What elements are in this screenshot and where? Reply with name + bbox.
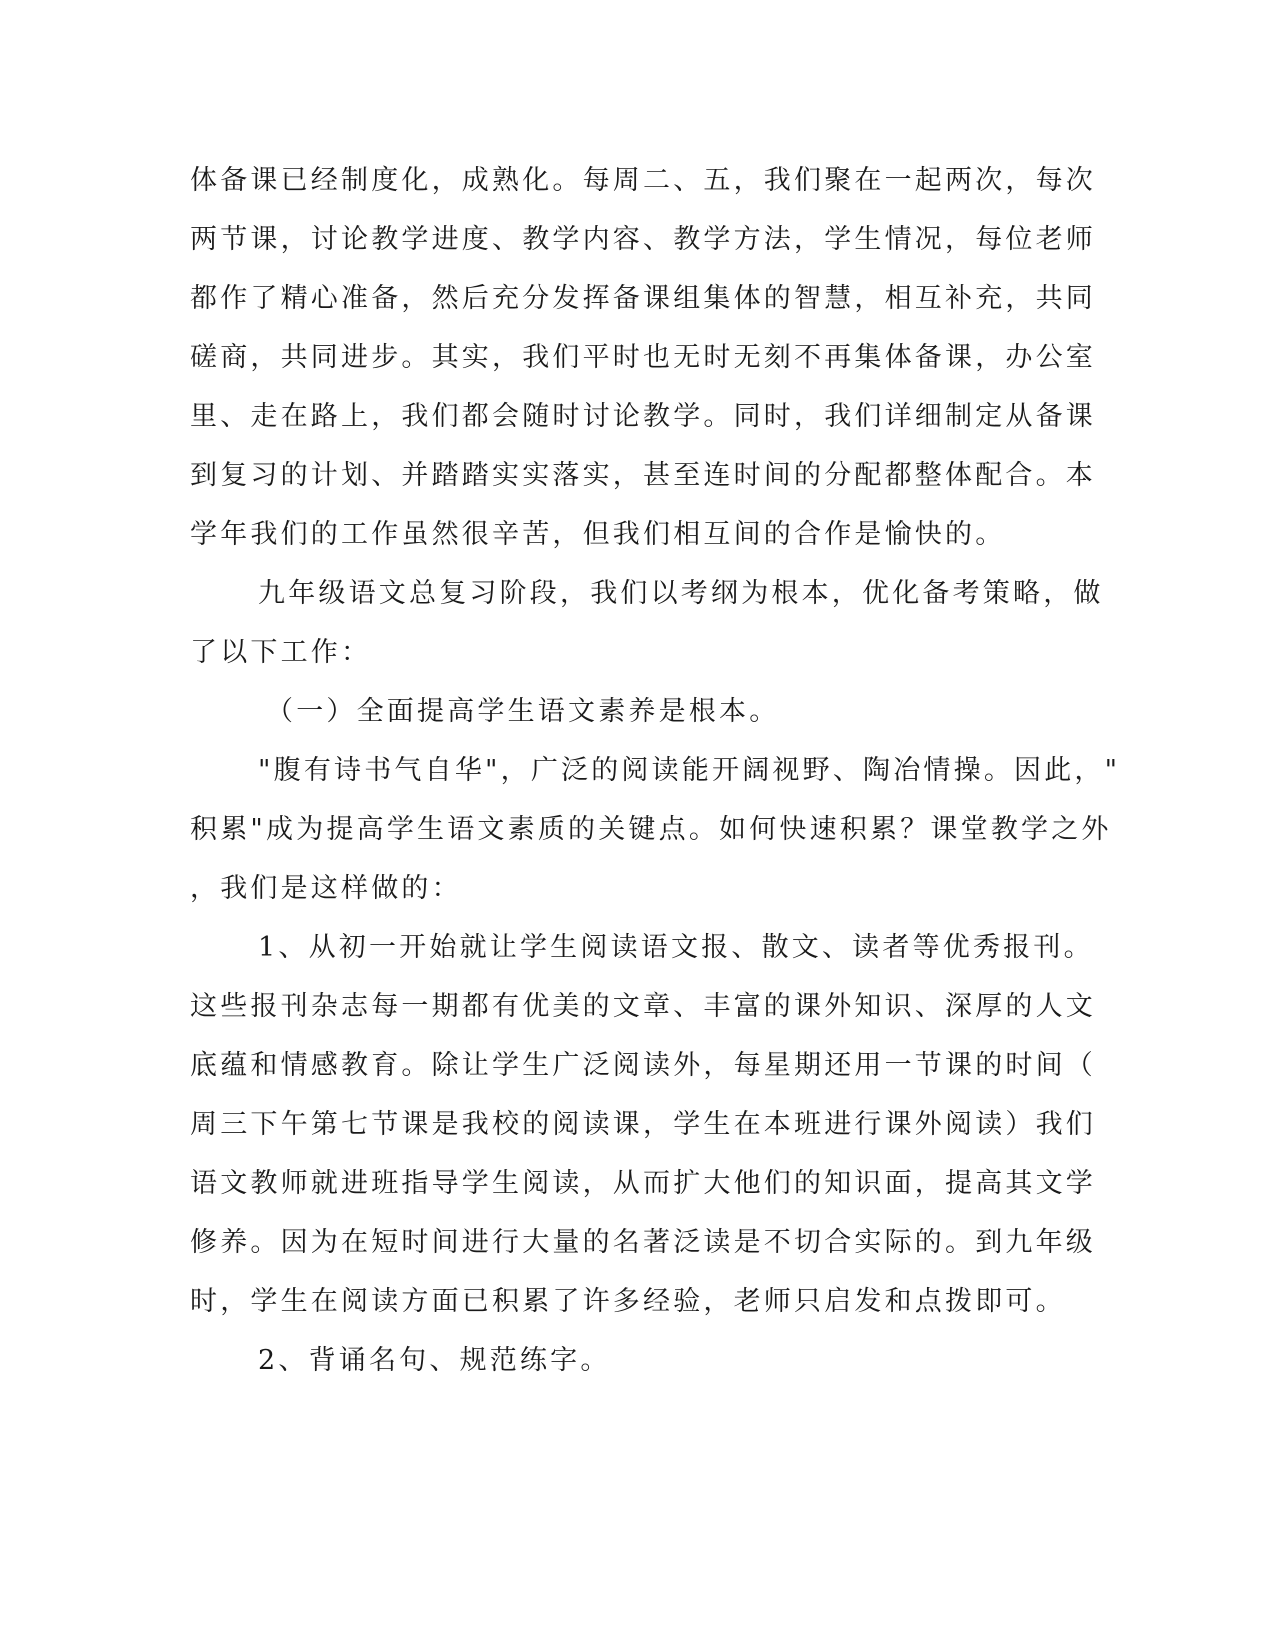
text-line: 九年级语文总复习阶段，我们以考纲为根本，优化备考策略，做 <box>258 578 1104 609</box>
text-line: 积累"成为提高学生语文素质的关键点。如何快速积累？课堂教学之外 <box>190 814 1112 845</box>
text-line: 里、走在路上，我们都会随时讨论教学。同时，我们详细制定从备课 <box>190 401 1096 432</box>
text-line: 语文教师就进班指导学生阅读，从而扩大他们的知识面，提高其文学 <box>190 1168 1096 1199</box>
text-line: 都作了精心准备，然后充分发挥备课组集体的智慧，相互补充，共同 <box>190 283 1096 314</box>
text-line: 了以下工作： <box>190 637 372 668</box>
text-line: 磋商，共同进步。其实，我们平时也无时无刻不再集体备课，办公室 <box>190 342 1096 373</box>
text-line: 底蕴和情感教育。除让学生广泛阅读外，每星期还用一节课的时间（ <box>190 1050 1096 1081</box>
text-line: 1、从初一开始就让学生阅读语文报、散文、读者等优秀报刊。 <box>258 932 1094 963</box>
text-line: 2、背诵名句、规范练字。 <box>258 1345 611 1376</box>
text-line: ，我们是这样做的： <box>190 873 462 904</box>
text-line: 周三下午第七节课是我校的阅读课，学生在本班进行课外阅读）我们 <box>190 1109 1096 1140</box>
text-line: 两节课，讨论教学进度、教学内容、教学方法，学生情况，每位老师 <box>190 224 1096 255</box>
text-line: 时，学生在阅读方面已积累了许多经验，老师只启发和点拨即可。 <box>190 1286 1066 1317</box>
text-line: 到复习的计划、并踏踏实实落实，甚至连时间的分配都整体配合。本 <box>190 460 1096 491</box>
text-line: 学年我们的工作虽然很辛苦，但我们相互间的合作是愉快的。 <box>190 519 1006 550</box>
text-line: 这些报刊杂志每一期都有优美的文章、丰富的课外知识、深厚的人文 <box>190 991 1096 1022</box>
text-line: 体备课已经制度化，成熟化。每周二、五，我们聚在一起两次，每次 <box>190 165 1096 196</box>
text-line: "腹有诗书气自华"，广泛的阅读能开阔视野、陶冶情操。因此，" <box>258 755 1121 786</box>
text-line: 修养。因为在短时间进行大量的名著泛读是不切合实际的。到九年级 <box>190 1227 1096 1258</box>
section-heading: （一）全面提高学生语文素养是根本。 <box>266 696 780 727</box>
